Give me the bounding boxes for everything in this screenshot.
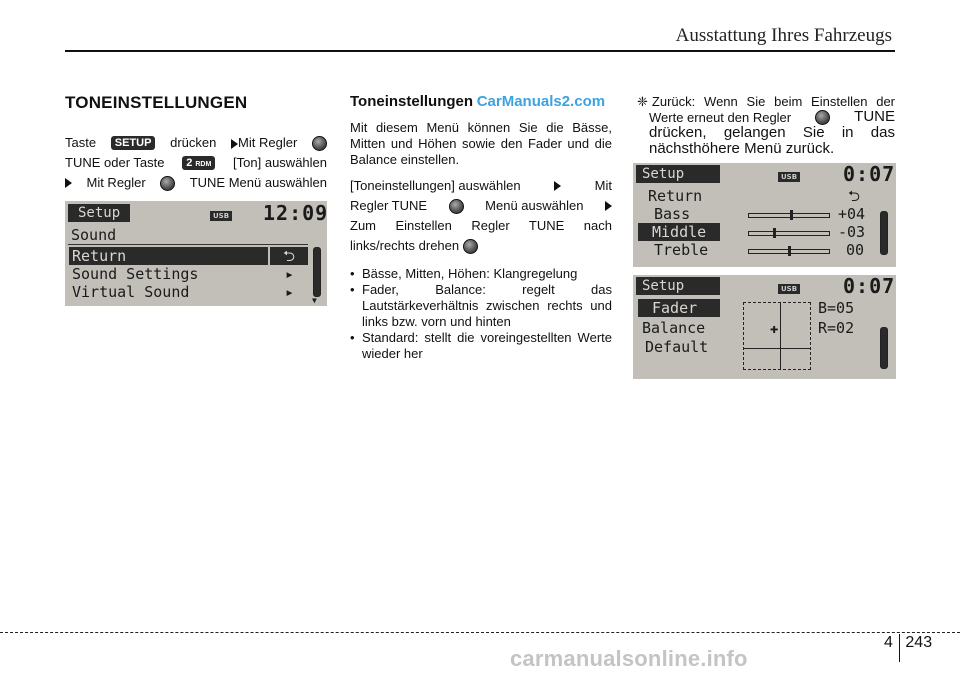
tune-knob-icon	[463, 239, 478, 254]
list-item: • Bässe, Mitten, Höhen: Klangregelung	[350, 266, 612, 282]
page-number-value: 243	[905, 634, 933, 651]
menu-item-middle	[638, 223, 720, 241]
menu-item-sound-settings	[72, 265, 198, 283]
rdm-sub: RDM	[195, 161, 212, 168]
tune-knob-icon	[160, 176, 175, 191]
treble-slider-thumb	[788, 246, 791, 256]
usb-badge: USB	[778, 284, 800, 294]
text: Mit Regler	[238, 135, 298, 150]
lcd-clock: 12:09	[263, 201, 329, 225]
note-line-1	[637, 94, 895, 109]
label: Fader	[638, 299, 720, 317]
lcd-clock: 0:07	[843, 274, 896, 298]
grid-line-h	[744, 348, 810, 349]
note-line-3: drücken, gelangen Sie in das	[649, 124, 895, 141]
text: Mit Regler	[86, 175, 146, 190]
label: Sound Settings	[72, 265, 199, 283]
return-icon: ⮌	[270, 247, 308, 265]
label: Middle	[638, 223, 720, 241]
column-2	[350, 94, 612, 362]
list-item: • Standard: stellt die voreingestellten Werte wieder her	[350, 330, 612, 362]
text: Regler TUNE	[350, 198, 428, 213]
p2-line-1	[350, 176, 612, 196]
middle-slider	[748, 231, 830, 236]
treble-value: 00	[846, 241, 865, 259]
lcd-tab: Setup	[68, 204, 130, 222]
scrollbar	[880, 327, 888, 369]
p2-line-2	[350, 196, 612, 216]
menu-item-return: Return	[648, 187, 703, 205]
balance-value: R=02	[818, 319, 855, 337]
menu-item-fader	[638, 299, 720, 317]
menu-item-balance: Balance	[642, 319, 706, 337]
lcd-tone-settings	[633, 163, 896, 267]
menu-item-virtual-sound	[72, 283, 189, 301]
return-icon: ⮌	[848, 187, 861, 205]
note-symbol-icon: ❈	[637, 94, 648, 109]
text: Zurück: Wenn Sie beim Einstellen der	[651, 94, 895, 109]
arrow-right-icon	[231, 139, 238, 149]
chapter-number: 4	[884, 634, 893, 651]
text: Mit	[594, 178, 612, 193]
menu-item-bass: Bass	[654, 205, 691, 223]
paragraph-1: Mit diesem Menü können Sie die Bässe, Mitten und Höhen sowie den Fader und die Balance einstellen.	[350, 120, 612, 167]
column-1	[65, 133, 327, 193]
tune-knob-icon	[449, 199, 464, 214]
col1-line-3	[65, 173, 327, 193]
usb-badge: USB	[210, 211, 232, 221]
p2-line-4	[350, 236, 612, 256]
scrollbar	[313, 247, 321, 297]
note	[637, 94, 895, 157]
tune-knob-icon	[312, 136, 327, 151]
text: Werte erneut den Regler	[649, 109, 792, 125]
rdm-num: 2	[186, 157, 193, 169]
col1-line-1	[65, 133, 327, 153]
lcd-clock: 0:07	[843, 162, 896, 186]
position-marker-icon: ✚	[770, 321, 779, 337]
lcd-tab: Setup	[636, 277, 720, 295]
arrow-right-icon	[554, 181, 561, 191]
note-line-4: nächsthöhere Menü zurück.	[649, 140, 835, 157]
scroll-down-icon: ▼	[312, 296, 317, 305]
lcd-title: Sound	[71, 226, 117, 244]
usb-badge: USB	[778, 172, 800, 182]
section-title: TONEINSTELLUNGEN	[65, 93, 248, 112]
text: TUNE Menü auswählen	[189, 175, 327, 190]
label: Return	[72, 247, 127, 265]
header-title: Ausstattung Ihres Fahrzeugs	[675, 25, 892, 46]
bass-slider	[748, 213, 830, 218]
text: Taste	[65, 135, 97, 150]
arrow-right-icon	[65, 178, 72, 188]
chevron-right-icon: ▸	[285, 283, 295, 301]
paragraph-2	[350, 176, 612, 256]
menu-item-treble: Treble	[654, 241, 709, 259]
text: drücken	[170, 135, 217, 150]
subsection-title: Toneinstellungen	[350, 93, 474, 110]
rdm-button-icon	[182, 156, 215, 170]
text: [Toneinstellungen] auswählen	[350, 178, 521, 193]
page-number	[884, 634, 932, 662]
setup-button-icon: SETUP	[111, 136, 156, 150]
scrollbar	[880, 211, 888, 255]
grid-line-v	[780, 303, 781, 369]
text: [Ton] auswählen	[233, 155, 327, 170]
text: TUNE oder Taste	[65, 155, 165, 170]
text: TUNE	[854, 108, 895, 125]
divider	[68, 244, 308, 245]
arrow-right-icon	[605, 201, 612, 211]
fader-value: B=05	[818, 299, 855, 317]
p2-line-3: Zum Einstellen Regler TUNE nach	[350, 218, 612, 233]
feature-list	[350, 266, 612, 362]
footer-watermark: carmanualsonline.info	[510, 646, 748, 671]
chevron-right-icon: ▸	[285, 265, 295, 283]
menu-item-default: Default	[645, 338, 709, 356]
list-item: • Fader, Balance: regelt das Lautstärkeverhältnis zwischen rechts und links bzw. vorn und hinten	[350, 282, 612, 330]
lcd-fader-balance	[633, 275, 896, 379]
col1-line-2	[65, 153, 327, 173]
text: Menü auswählen	[485, 198, 584, 213]
watermark: CarManuals2.com	[476, 93, 606, 110]
header-rule	[65, 50, 895, 52]
balance-grid	[743, 302, 811, 370]
menu-item-return	[69, 247, 268, 265]
lcd-sound-menu	[65, 201, 327, 306]
note-line-2	[637, 109, 895, 125]
lcd-tab: Setup	[636, 165, 720, 183]
separator	[899, 634, 901, 662]
bass-value: +04	[838, 205, 866, 223]
middle-slider-thumb	[773, 228, 776, 238]
label: Virtual Sound	[72, 283, 190, 301]
tune-knob-icon	[815, 110, 830, 125]
footer-rule	[0, 632, 960, 633]
text: links/rechts drehen	[350, 238, 460, 253]
bass-slider-thumb	[790, 210, 793, 220]
middle-value: -03	[838, 223, 866, 241]
